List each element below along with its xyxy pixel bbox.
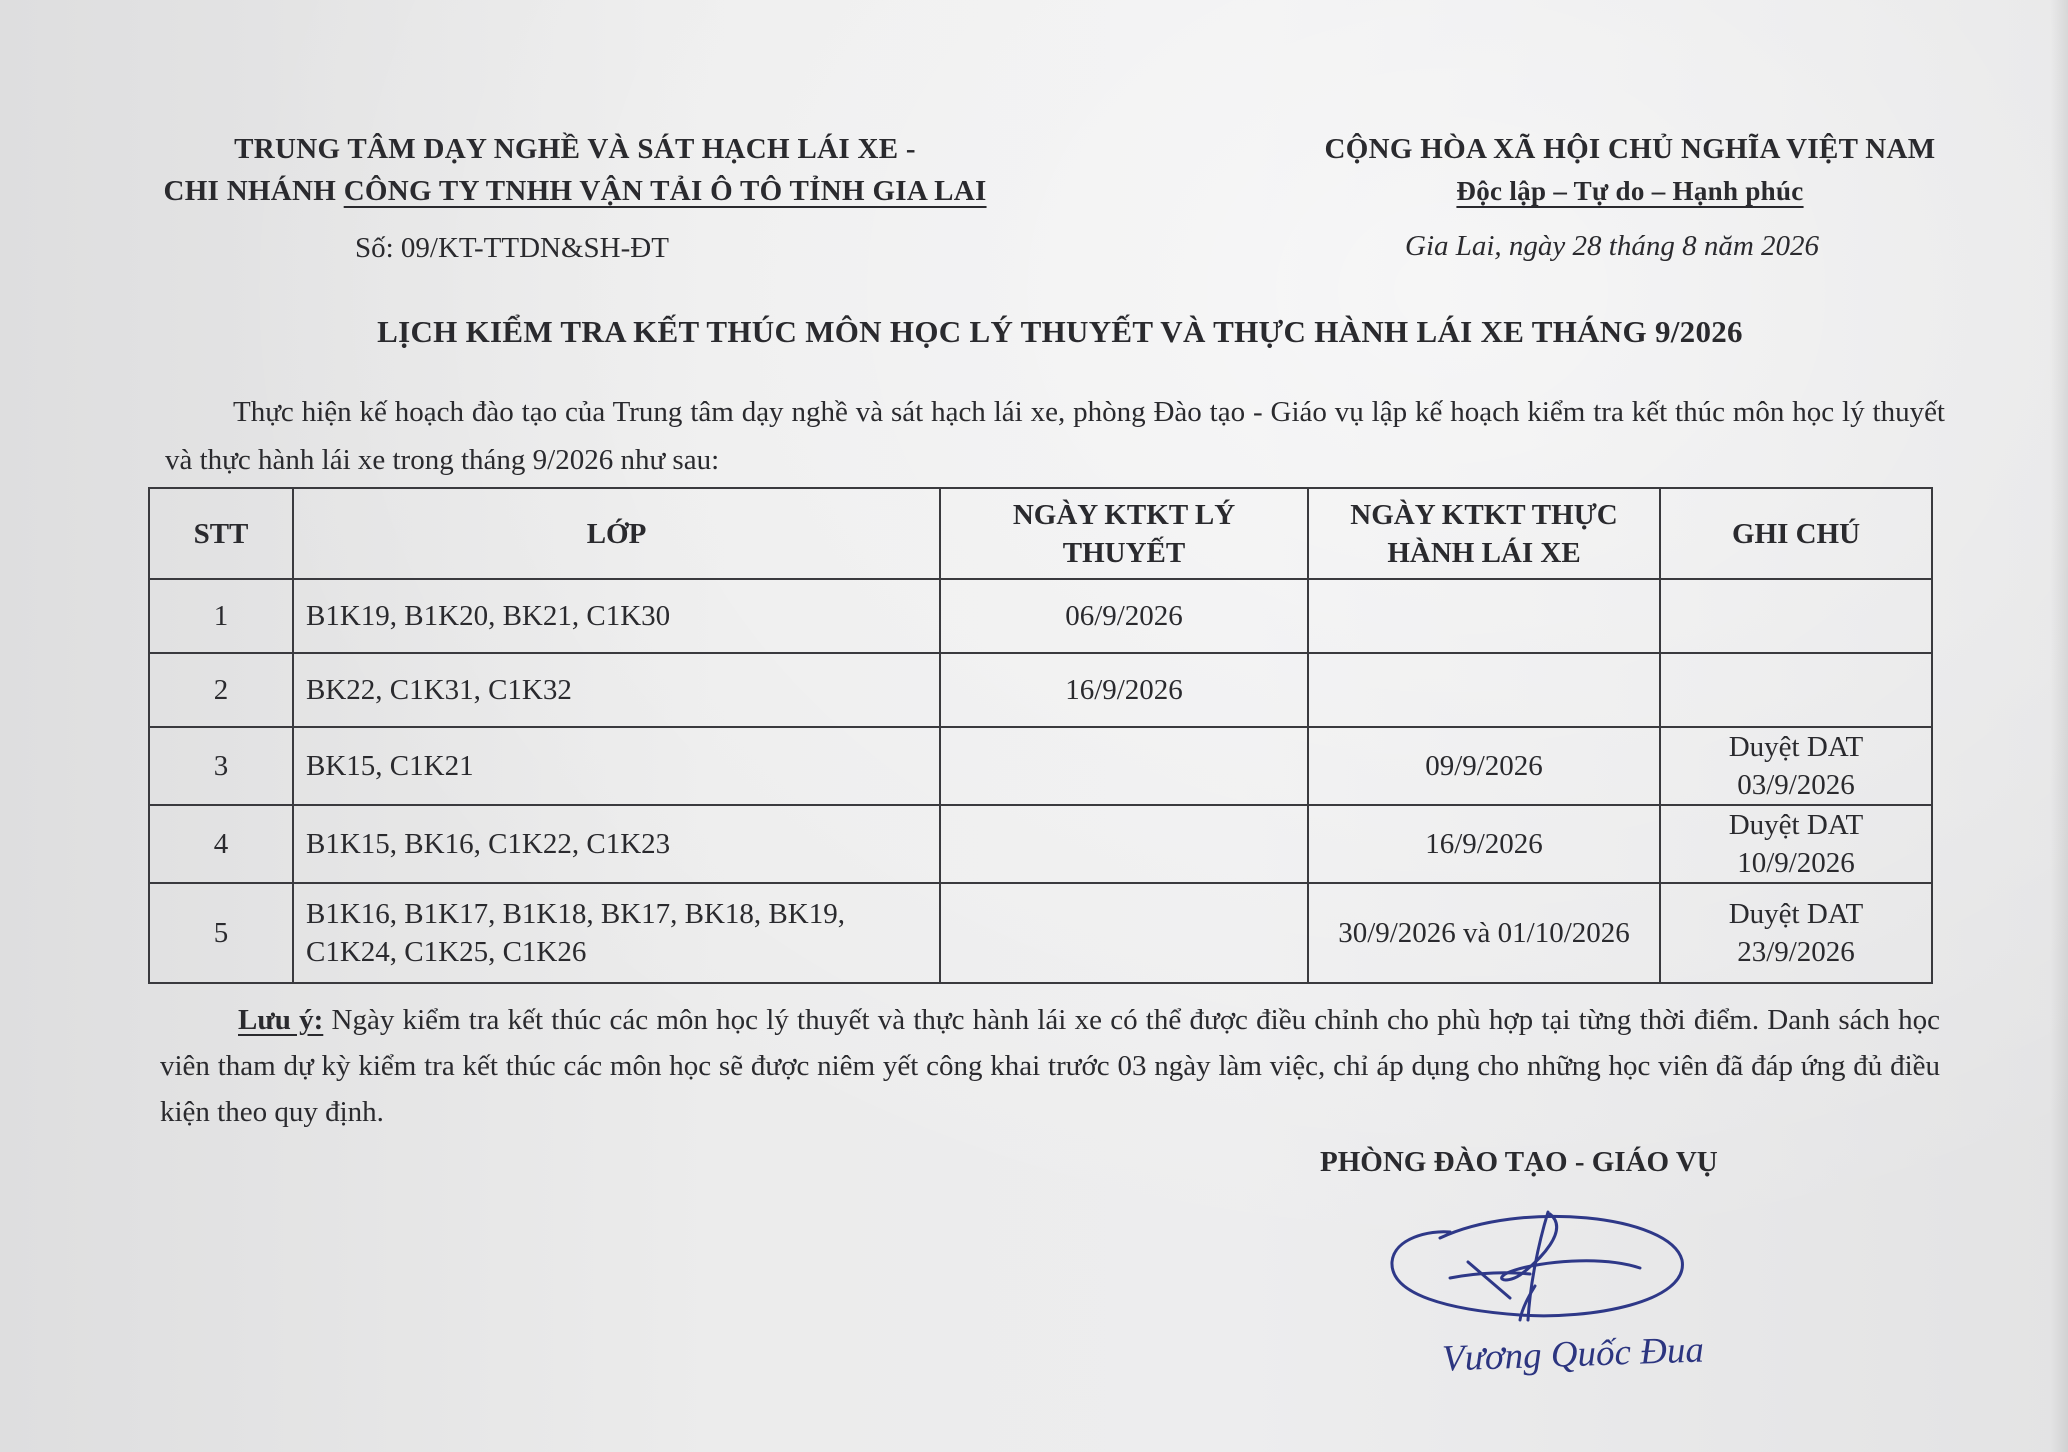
header-practice-date: NGÀY KTKT THỰC HÀNH LÁI XE [1308, 488, 1660, 579]
document-title: LỊCH KIỂM TRA KẾT THÚC MÔN HỌC LÝ THUYẾT VÀ THỰC HÀNH LÁI XE THÁNG 9/2026 [377, 314, 1743, 349]
cell-stt: 1 [149, 579, 293, 653]
cell-theory-date [940, 805, 1308, 883]
cell-notes [1660, 653, 1932, 727]
cell-theory-date: 16/9/2026 [940, 653, 1308, 727]
note-label: Lưu ý: [238, 1004, 324, 1036]
table-row [149, 805, 1932, 883]
cell-stt: 5 [149, 883, 293, 983]
cell-class: B1K19, B1K20, BK21, C1K30 [293, 579, 940, 653]
table-header-row [149, 488, 1932, 579]
cell-class: B1K15, BK16, C1K22, C1K23 [293, 805, 940, 883]
header-theory-date: NGÀY KTKT LÝ THUYẾT [940, 488, 1308, 579]
header-stt: STT [149, 488, 293, 579]
intro-paragraph: Thực hiện kế hoạch đào tạo của Trung tâm dạy nghề và sát hạch lái xe, phòng Đào tạo - Giáo vụ lập kế hoạch kiểm tra kết thúc môn học lý thuyết và thực hành lái xe trong tháng 9/2026 như sau: [165, 396, 1945, 476]
cell-stt: 3 [149, 727, 293, 805]
cell-theory-date [940, 883, 1308, 983]
note-text: Ngày kiểm tra kết thúc các môn học lý thuyết và thực hành lái xe có thể được điều chỉnh cho phù hợp tại từng thời điểm. Danh sách học viên tham dự kỳ kiểm tra kết thúc các môn học sẽ được niêm yết công khai trước 03 ngày làm việc, chỉ áp dụng cho những học viên đã đáp ứng đủ điều kiện theo quy định. [160, 1004, 1941, 1128]
org-line-2 [110, 170, 1040, 212]
cell-class: B1K16, B1K17, B1K18, BK17, BK18, BK19, C1K24, C1K25, C1K26 [293, 883, 940, 983]
signing-department: PHÒNG ĐÀO TẠO - GIÁO VỤ [1320, 1146, 1718, 1178]
org-line-2-prefix: CHI NHÁNH [163, 175, 344, 207]
header-notes: GHI CHÚ [1660, 488, 1932, 579]
cell-practice-date: 16/9/2026 [1308, 805, 1660, 883]
cell-theory-date [940, 727, 1308, 805]
org-line-2-company: CÔNG TY TNHH VẬN TẢI Ô TÔ TỈNH GIA LAI [343, 175, 987, 207]
cell-stt: 4 [149, 805, 293, 883]
handwritten-signature [1370, 1190, 1700, 1340]
signer-name: Vương Quốc Đua [1441, 1329, 1705, 1380]
note-paragraph [160, 997, 1940, 1135]
document-date: Gia Lai, ngày 28 tháng 8 năm 2026 [1405, 230, 1820, 262]
cell-notes [1660, 579, 1932, 653]
cell-notes: Duyệt DAT 03/9/2026 [1660, 727, 1932, 805]
header-national [1260, 128, 2000, 212]
table-row [149, 883, 1932, 983]
national-motto: Độc lập – Tự do – Hạnh phúc [1456, 176, 1804, 206]
cell-notes: Duyệt DAT 10/9/2026 [1660, 805, 1932, 883]
cell-theory-date: 06/9/2026 [940, 579, 1308, 653]
national-title: CỘNG HÒA XÃ HỘI CHỦ NGHĨA VIỆT NAM [1324, 133, 1936, 165]
cell-stt: 2 [149, 653, 293, 727]
cell-class: BK22, C1K31, C1K32 [293, 653, 940, 727]
org-line-1: TRUNG TÂM DẠY NGHỀ VÀ SÁT HẠCH LÁI XE - [234, 133, 916, 165]
header-class: LỚP [293, 488, 940, 579]
header-organization [110, 128, 1040, 212]
schedule-table [148, 487, 1933, 984]
cell-practice-date: 30/9/2026 và 01/10/2026 [1308, 883, 1660, 983]
cell-practice-date: 09/9/2026 [1308, 727, 1660, 805]
cell-practice-date [1308, 579, 1660, 653]
table-row [149, 727, 1932, 805]
cell-notes: Duyệt DAT 23/9/2026 [1660, 883, 1932, 983]
cell-practice-date [1308, 653, 1660, 727]
document-number: Số: 09/KT-TTDN&SH-ĐT [355, 232, 669, 264]
table-row [149, 653, 1932, 727]
page-edge-shadow [2050, 0, 2068, 1452]
table-row [149, 579, 1932, 653]
cell-class: BK15, C1K21 [293, 727, 940, 805]
